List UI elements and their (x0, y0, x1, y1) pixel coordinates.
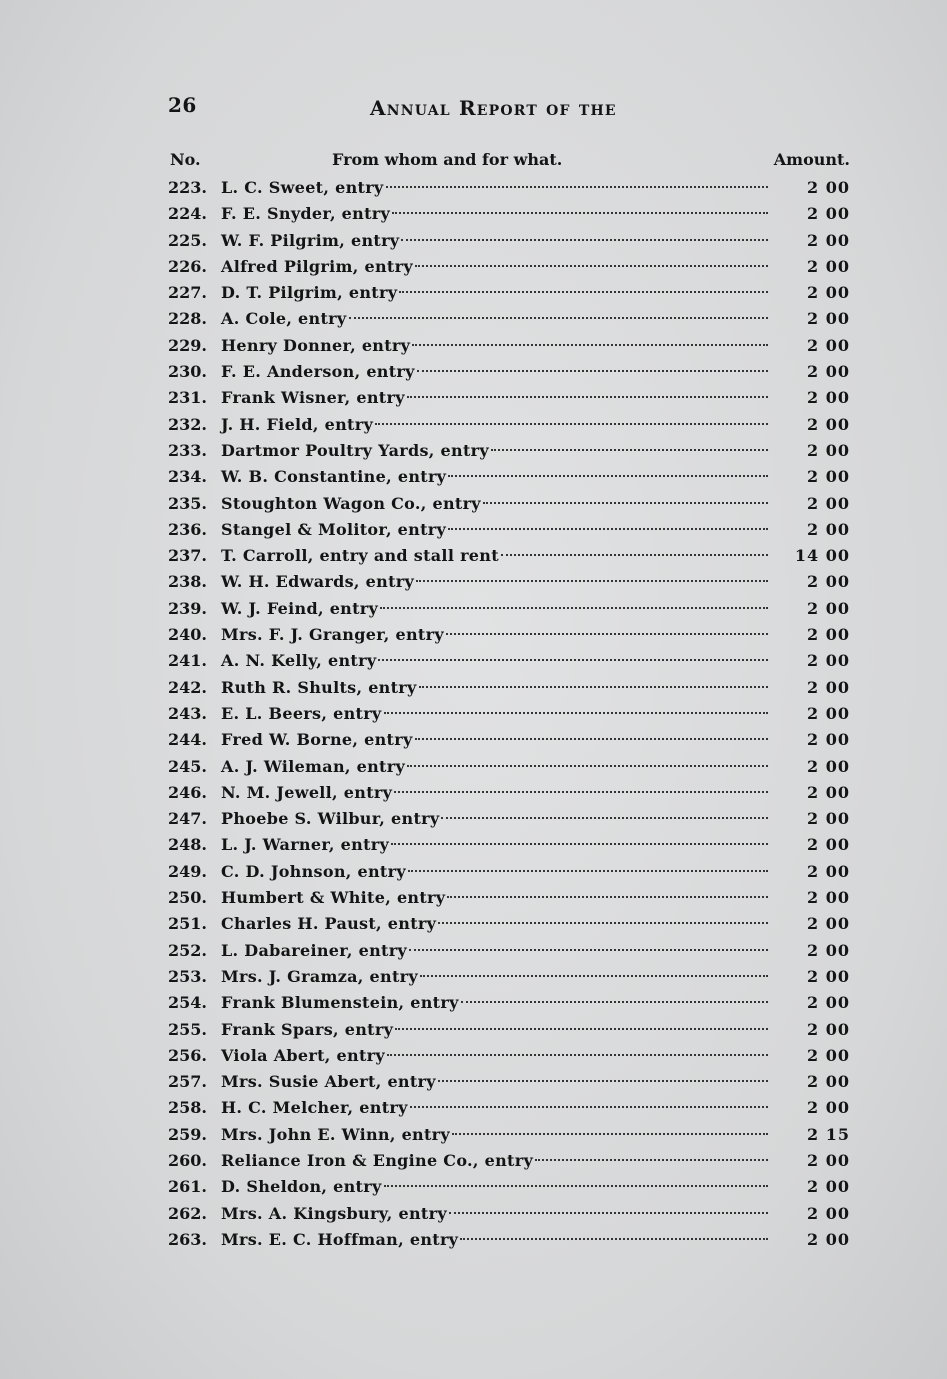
entry-description-cell (221, 280, 768, 306)
table-row (168, 1043, 850, 1069)
entry-description-cell (221, 1069, 768, 1095)
entry-description: Reliance Iron & Engine Co., entry (221, 1150, 534, 1170)
dot-leader (416, 580, 768, 582)
entry-amount: 2 00 (807, 283, 850, 303)
column-header-amount: Amount. (773, 150, 850, 169)
entry-description-cell (221, 754, 768, 780)
entry-number: 232. (168, 414, 207, 434)
entry-number: 237. (168, 546, 207, 566)
entry-amount: 2 00 (807, 598, 850, 618)
entry-description: W. F. Pilgrim, entry (221, 230, 400, 250)
entry-amount: 2 00 (807, 388, 850, 408)
entry-amount: 2 00 (807, 1072, 850, 1092)
table-row (168, 1095, 850, 1121)
table-row (168, 990, 850, 1016)
table-row (168, 254, 850, 280)
entry-description: J. H. Field, entry (221, 414, 374, 434)
dot-leader (491, 449, 768, 451)
table-row (168, 648, 850, 674)
entry-amount: 2 00 (807, 1019, 850, 1039)
entry-description: E. L. Beers, entry (221, 703, 382, 723)
entry-description-cell (221, 201, 768, 227)
table-row (168, 228, 850, 254)
dot-leader (452, 1133, 768, 1135)
entry-amount: 2 00 (807, 178, 850, 197)
entry-number: 244. (168, 730, 207, 750)
entry-amount: 2 00 (807, 914, 850, 934)
entry-amount: 2 00 (807, 1045, 850, 1065)
table-row (168, 306, 850, 332)
dot-leader (441, 817, 768, 819)
entry-amount: 2 00 (807, 888, 850, 908)
entry-number: 242. (168, 677, 207, 697)
entry-description-cell (221, 491, 768, 517)
dot-leader (461, 1001, 768, 1003)
dot-leader (395, 1028, 768, 1030)
entry-amount: 2 00 (807, 519, 850, 539)
entry-number: 245. (168, 756, 207, 776)
entry-amount: 2 00 (807, 467, 850, 487)
entry-number: 262. (168, 1203, 207, 1223)
dot-leader (410, 1106, 768, 1108)
entry-amount: 2 00 (807, 493, 850, 513)
dot-leader (384, 712, 768, 714)
entry-description-cell (221, 569, 768, 595)
column-header-from: From whom and for what. (332, 150, 563, 169)
entry-description-cell (221, 727, 768, 753)
dot-leader (375, 423, 768, 425)
entry-description-cell (221, 438, 768, 464)
entry-description-cell (221, 832, 768, 858)
entry-description: Dartmor Poultry Yards, entry (221, 440, 489, 460)
dot-leader (378, 659, 768, 661)
entry-description-cell (221, 675, 768, 701)
entry-description-cell (221, 517, 768, 543)
table-row (168, 1227, 850, 1253)
entry-description-cell (221, 412, 768, 438)
dot-leader (420, 975, 768, 977)
entry-amount: 2 00 (807, 440, 850, 460)
table-row (168, 727, 850, 753)
entry-number: 236. (168, 519, 207, 539)
entry-description: Fred W. Borne, entry (221, 730, 413, 750)
column-header-no: No. (170, 150, 201, 169)
entry-number: 223. (168, 178, 207, 197)
entry-description-cell (221, 333, 768, 359)
entry-description: Ruth R. Shults, entry (221, 677, 417, 697)
entry-amount: 2 00 (807, 835, 850, 855)
entry-amount: 2 00 (807, 1098, 850, 1118)
entry-amount: 2 00 (807, 309, 850, 329)
entry-number: 251. (168, 914, 207, 934)
entry-amount: 2 00 (807, 809, 850, 829)
entry-description-cell (221, 228, 768, 254)
entry-number: 228. (168, 309, 207, 329)
entry-description-cell (221, 359, 768, 385)
entry-description: L. J. Warner, entry (221, 835, 390, 855)
entry-description: Stangel & Molitor, entry (221, 519, 447, 539)
dot-leader (380, 607, 768, 609)
entry-description-cell (221, 780, 768, 806)
entry-description-cell (221, 1095, 768, 1121)
entry-amount: 2 00 (807, 414, 850, 434)
dot-leader (386, 186, 768, 188)
entry-description: Henry Donner, entry (221, 335, 411, 355)
table-row (168, 438, 850, 464)
table-row (168, 1017, 850, 1043)
table-row (168, 885, 850, 911)
entry-number: 225. (168, 230, 207, 250)
entry-number: 246. (168, 782, 207, 802)
dot-leader (460, 1238, 768, 1240)
table-row (168, 1174, 850, 1200)
entry-number: 230. (168, 362, 207, 382)
entry-description-cell (221, 938, 768, 964)
entry-number: 257. (168, 1072, 207, 1092)
entry-description: Humbert & White, entry (221, 888, 446, 908)
entry-description: A. N. Kelly, entry (221, 651, 377, 671)
entry-description: F. E. Snyder, entry (221, 204, 391, 224)
entry-description: Viola Abert, entry (221, 1045, 385, 1065)
dot-leader (501, 554, 768, 556)
entry-description: W. H. Edwards, entry (221, 572, 415, 592)
entry-number: 258. (168, 1098, 207, 1118)
entry-description-cell (221, 701, 768, 727)
dot-leader (401, 239, 768, 241)
table-header (168, 150, 850, 172)
entry-description-cell (221, 306, 768, 332)
entry-description: D. Sheldon, entry (221, 1177, 382, 1197)
entry-amount: 2 00 (807, 1203, 850, 1223)
entry-number: 249. (168, 861, 207, 881)
dot-leader (415, 265, 768, 267)
entry-description: A. J. Wileman, entry (221, 756, 406, 776)
entry-description-cell (221, 1017, 768, 1043)
entry-number: 226. (168, 256, 207, 276)
entry-description: T. Carroll, entry and stall rent (221, 546, 499, 566)
entry-number: 229. (168, 335, 207, 355)
dot-leader (446, 633, 768, 635)
entry-description: Alfred Pilgrim, entry (221, 256, 413, 276)
entry-number: 253. (168, 966, 207, 986)
entry-number: 261. (168, 1177, 207, 1197)
table-row (168, 911, 850, 937)
entry-description-cell (221, 464, 768, 490)
entry-amount: 2 00 (807, 256, 850, 276)
entry-amount: 2 00 (807, 940, 850, 960)
table-row (168, 675, 850, 701)
entry-description-cell (221, 806, 768, 832)
entry-description: Mrs. E. C. Hoffman, entry (221, 1229, 459, 1249)
entry-description-cell (221, 1122, 768, 1148)
entry-amount: 2 00 (807, 572, 850, 592)
entry-amount: 2 00 (807, 625, 850, 645)
entry-number: 234. (168, 467, 207, 487)
entry-description-cell (221, 1201, 768, 1227)
entry-number: 256. (168, 1045, 207, 1065)
entry-number: 260. (168, 1150, 207, 1170)
entry-amount: 2 00 (807, 335, 850, 355)
table-row (168, 464, 850, 490)
entry-description: A. Cole, entry (221, 309, 347, 329)
dot-leader (417, 370, 768, 372)
entry-description: Frank Blumenstein, entry (221, 993, 459, 1013)
table-row (168, 491, 850, 517)
page-number: 26 (168, 93, 197, 117)
entry-description-cell (221, 964, 768, 990)
entry-number: 240. (168, 625, 207, 645)
entry-description-cell (221, 1174, 768, 1200)
entry-amount: 2 00 (807, 993, 850, 1013)
entry-number: 227. (168, 283, 207, 303)
dot-leader (392, 212, 768, 214)
entries-list (168, 175, 850, 1253)
dot-leader (384, 1185, 768, 1187)
dot-leader (483, 502, 768, 504)
table-row (168, 938, 850, 964)
entry-description: L. Dabareiner, entry (221, 940, 408, 960)
entry-number: 235. (168, 493, 207, 513)
dot-leader (391, 843, 768, 845)
dot-leader (449, 1212, 768, 1214)
dot-leader (409, 949, 768, 951)
entry-number: 254. (168, 993, 207, 1013)
dot-leader (415, 738, 768, 740)
entry-description: Mrs. F. J. Granger, entry (221, 625, 444, 645)
entry-description-cell (221, 1148, 768, 1174)
entry-description: D. T. Pilgrim, entry (221, 283, 398, 303)
entry-description: Phoebe S. Wilbur, entry (221, 809, 440, 829)
dot-leader (438, 922, 768, 924)
entry-number: 231. (168, 388, 207, 408)
table-row (168, 569, 850, 595)
entry-description: H. C. Melcher, entry (221, 1098, 408, 1118)
entry-amount: 2 00 (807, 1229, 850, 1249)
entry-description: C. D. Johnson, entry (221, 861, 406, 881)
entry-description-cell (221, 911, 768, 937)
entry-amount: 2 00 (807, 651, 850, 671)
entry-description: Mrs. Susie Abert, entry (221, 1072, 436, 1092)
entry-amount: 2 00 (807, 703, 850, 723)
entry-description: L. C. Sweet, entry (221, 178, 384, 197)
entry-description-cell (221, 859, 768, 885)
dot-leader (407, 396, 768, 398)
table-row (168, 622, 850, 648)
entry-description: N. M. Jewell, entry (221, 782, 393, 802)
entry-description: Mrs. J. Gramza, entry (221, 966, 418, 986)
entry-amount: 2 00 (807, 362, 850, 382)
entry-number: 255. (168, 1019, 207, 1039)
entry-description: Frank Spars, entry (221, 1019, 394, 1039)
table-row (168, 780, 850, 806)
entry-amount: 2 00 (807, 230, 850, 250)
entry-amount: 14 00 (794, 546, 850, 566)
table-row (168, 964, 850, 990)
entry-number: 263. (168, 1229, 207, 1249)
table-row (168, 359, 850, 385)
table-row (168, 596, 850, 622)
entry-number: 247. (168, 809, 207, 829)
table-row (168, 1201, 850, 1227)
entry-number: 248. (168, 835, 207, 855)
dot-leader (349, 317, 769, 319)
table-row (168, 1122, 850, 1148)
entry-description: Stoughton Wagon Co., entry (221, 493, 481, 513)
table-row (168, 175, 850, 201)
entry-number: 250. (168, 888, 207, 908)
table-row (168, 832, 850, 858)
entry-number: 259. (168, 1124, 207, 1144)
dot-leader (408, 870, 768, 872)
dot-leader (419, 686, 768, 688)
entry-description-cell (221, 385, 768, 411)
entry-amount: 2 00 (807, 966, 850, 986)
table-row (168, 543, 850, 569)
dot-leader (412, 344, 768, 346)
entry-description-cell (221, 596, 768, 622)
entry-amount: 2 00 (807, 677, 850, 697)
table-row (168, 1148, 850, 1174)
table-row (168, 201, 850, 227)
dot-leader (448, 528, 768, 530)
entry-description-cell (221, 1043, 768, 1069)
entry-description: Mrs. A. Kingsbury, entry (221, 1203, 447, 1223)
entry-amount: 2 15 (807, 1124, 850, 1144)
entry-description: F. E. Anderson, entry (221, 362, 415, 382)
table-row (168, 859, 850, 885)
entry-number: 252. (168, 940, 207, 960)
entry-amount: 2 00 (807, 782, 850, 802)
table-row (168, 754, 850, 780)
entry-number: 243. (168, 703, 207, 723)
entry-description-cell (221, 1227, 768, 1253)
entry-description-cell (221, 543, 768, 569)
entry-amount: 2 00 (807, 1150, 850, 1170)
entry-amount: 2 00 (807, 730, 850, 750)
entry-amount: 2 00 (807, 204, 850, 224)
dot-leader (399, 291, 768, 293)
dot-leader (448, 475, 768, 477)
table-row (168, 1069, 850, 1095)
table-row (168, 412, 850, 438)
dot-leader (394, 791, 768, 793)
entry-number: 241. (168, 651, 207, 671)
entry-description-cell (221, 175, 768, 201)
entry-amount: 2 00 (807, 861, 850, 881)
entry-description: W. J. Feind, entry (221, 598, 379, 618)
entry-number: 238. (168, 572, 207, 592)
table-row (168, 385, 850, 411)
entry-description: Mrs. John E. Winn, entry (221, 1124, 451, 1144)
entry-number: 224. (168, 204, 207, 224)
table-row (168, 806, 850, 832)
entry-description-cell (221, 622, 768, 648)
dot-leader (447, 896, 768, 898)
entry-description: Frank Wisner, entry (221, 388, 405, 408)
entry-number: 233. (168, 440, 207, 460)
dot-leader (535, 1159, 768, 1161)
table-row (168, 333, 850, 359)
entry-amount: 2 00 (807, 756, 850, 776)
entry-description-cell (221, 990, 768, 1016)
entry-description: W. B. Constantine, entry (221, 467, 447, 487)
dot-leader (387, 1054, 768, 1056)
dot-leader (438, 1080, 768, 1082)
entry-description: Charles H. Paust, entry (221, 914, 437, 934)
entry-description-cell (221, 254, 768, 280)
table-row (168, 280, 850, 306)
table-row (168, 517, 850, 543)
entry-amount: 2 00 (807, 1177, 850, 1197)
entry-description-cell (221, 885, 768, 911)
entry-description-cell (221, 648, 768, 674)
running-head: Annual Report of the (370, 96, 617, 120)
table-row (168, 701, 850, 727)
dot-leader (407, 765, 768, 767)
entry-number: 239. (168, 598, 207, 618)
